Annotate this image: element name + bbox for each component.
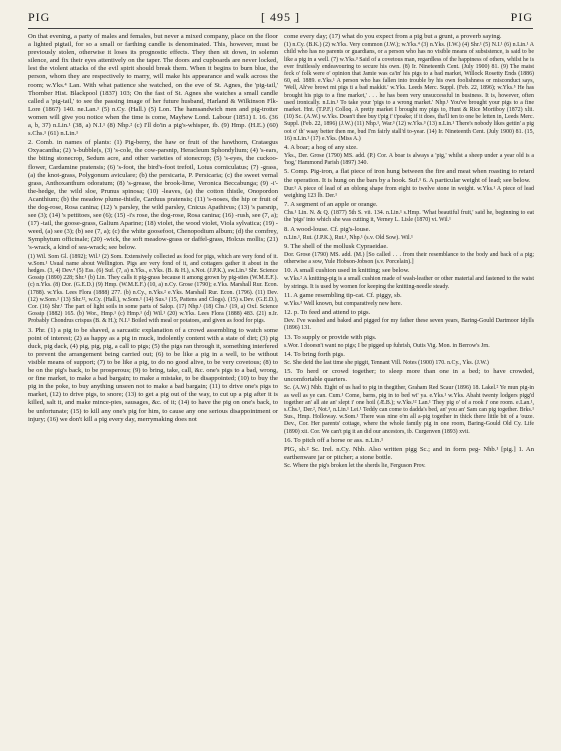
entry-paragraph: On that evening, a party of males and females, but never a mixed company, place on the floor a lighted pigtail, for so a small or farthing candle is denominated. This, however, must be previously stolen, otherwise it loses its prognostic effects. They then sit down, in solemn silence, and fix their eyes attentively on the taper. The doors and cupboards are never locked, lest the violent attacks of the evil spirit should break them. When it begins to burn blue, the person, whom they are respectively to marry, will make his appearance and walk across the room; w.Yks.⁴ Lan. With what patience she watched, on the eve of St. Agnes, the 'pig-tail,' Thornber Hist. Blackpool (1837) 103; On the fast of St. Agnes she watches a small candle called a 'pig-tail,' to see the passing image of her future husband, Harland & Wilkinson Flk-Lore (1867) 140. ne.Lan.¹ (5) n.Cy. (Hall.) (5) Lon. The hamsandwich men and pig-trotter women will give you notice when the time is come, Mayhew Lond. Labour (1851) I. 16. (36 a, b, 37) n.Lin.¹ (38, a) N.I.¹ (8) Nhp.² (c) I'll do'in a pig's-whisper, ib. (9) Hmp. (H.E.) (60) s.Chs.¹ (61) n.Lin.¹ [28,33,278,138]
left-column [28,33,278,745]
citation-paragraph: Dor. Grose (1790) MS. add. (M.) [So called . . . from their resemblance to the body and back of a pig; otherwise a sow, Yule Hobson-Jobson (s.v. Porcelain).] [284,251,534,266]
entry-paragraph: 10. A small cushion used in knitting; see below. [284,267,410,275]
entry-paragraph: 5. Comp. Pig-iron, a flat piece of iron hung between the fire and meat when roasting to retard the operation. It is hung on the bars by a hook. Suf.¹ 6. A particular weight of lead; see below. [284,168,534,184]
citation-paragraph: s.Wor. I dooesn't want no pigs; I be pigged up fuhrish, Outis Vig. Mon. in Berrow's Jrn. [284,342,490,349]
citation-paragraph: Yks., Der. Grose (1790) MS. add. (P.) Cor. A boar is always a 'pig,' whilst a sheep under a year old is a 'hog,' Hammond Parish (1897) 340. [284,153,534,167]
entry-paragraph: 11. A game resembling tip-cat. Cf. piggy, sb. [284,291,402,299]
citation-paragraph: n.Lin.¹, Rut. (J.P.K.), Rut.¹, Nhp.¹ (s.v. Old Sow). Wil.¹ [284,234,413,241]
entry-paragraph: 13. To supply or provide with pigs. [284,333,377,341]
citation-paragraph: (1) n.Cy. (B.K.) (2) w.Yks. Very common (J.W.); w.Yks.⁴ (3) n.Yks. (I.W.) (4) Shr.¹ (5) N.I.¹ (6) n.Lin.¹ A child who has no parents or guardians, or a person who has no visible means of subsistence, is said to be like a pig in a well. (7) w.Yks.³ Said of a covetous man, regardless of the happiness of others, whilst he is ever fruitlessly endeavouring to secure his own. (8) Ir. Nineteenth Cent. (July 1900) 81. (9) The maist feck o' folk were o' opinion that Jamie was ca'in' his pigs to a bad market, Willock Rosetty Ends (1886) 60, ed. 1889. e.Yks.¹ A person who has fallen into trouble by his own foolishness or misconduct says, 'Well, Ah've browt mi pigs ti a bad makkit.' w.Yks. Leeds Merc. Suppl. (Feb. 22, 1896); w.Yks.⁵ He has brought his pigs to a fine market,' . . . he has been very unsuccessful in business. It is, however, often used ironically. n.Lin.¹ To take your 'pigs to a wrong market.' Nhp.¹ You've brought your pigs to a fine market. Hnt. (T.P.F.) Colloq. A pretty market I brought my pigs to, Hunt & Rice Mortiboy (1872) xlii. (10) Sc. (A.W.) w.Yks. Doan't thee buy t'pig i' t'poake; if it does, tha'll ten to one be letten in, Leeds Merc. Suppl. (Feb. 22, 1896) (J.W.) (11) Nhp.¹, War.³ (12) w.Yks.³ (13) n.Lin.¹ There's nobody likes gettin' a pig oot o' th' waay better then me, bud I'm fairly stall'd to-year. (14) Ir. Nineteenth Cent. (July 1900) 81. (15, 16) n.Lin.¹ (17) e.Yks. (Miss A.) [284,42,534,142]
citation-paragraph: Sc. Where the pig's broken let the sherds lie, Ferguson Prov. [284,463,426,470]
entry-paragraph: 15. To herd or crowd together; to sleep more than one in a bed; to have crowded, uncomfortable quarters. [284,368,534,384]
entry-paragraph: 16. To pitch off a horse or ass. n.Lin.¹ [284,436,384,444]
entry-paragraph: 2. Comb. in names of plants: (1) Pig-berry, the haw or fruit of the hawthorn, Crataegus Oxyacantha; (2) 's-bubble(s, (3) 's-cole, the cow-parsnip, Heracleum Sphondylium; (4) 's-ears, the biting stonecrop, Sedum acre, and other varieties of stonecrop; (5) 's-eyes, the cuckoo-flower, Cardamine pratensis; (6) 's-foot, the bird's-foot trefoil, Lotus corniculatus; (7) -grass, (a) the knot-grass, Polygonum aviculare; (b) the persicaria, P. Persicaria; (c) the sweet vernal grass, Anthoxanthum odoratum; (8) 's-grease, the brook-lime, Veronica Beccabunga; (9) -i'-the-hedge, the wild sloe, Prunus spinosa; (10) -leaves, (a) the cotton thistle, Onopordon Acanthium; (b) the meadow plume-thistle, Carduus pratensis; (11) 's-noses, the hip or fruit of the dog-rose, Rosa canina; (12) 's parsley, the wild parsley, Cnicus Apathivus; (13) 's parsnip, see (3); (14) 's pettitoes, see (6); (15) -i's rose, the dog-rose, Rosa canina; (16) -rush, see (7, a); (17) -tail, the goose-grass, Galium Aparine; (18) violet, the wood violet, Viola sylvatica; (19) -weed, (a) see (3); (b) see (7, a); (c) the white goosefoot, Chenopodium album; (d) the comfrey, Symphytum officinale; (20) -wick, the soft meadow-grass or daffel-grass, Holcus mollis; (21) 's-wrack, a kind of sea-wrack; see below. [28,139,278,252]
header-right-word: PIG [510,10,533,24]
entry-paragraph: 3. Phr. (1) a pig to be shaved, a sarcastic explanation of a crowd assembling to watch some point of interest; (2) as happy as a pig in muck, indolently content with a state of dirt; (3) pig duck, pig dack, (4) pig, pig, pig, a call to pigs; (5) the pigs ran through it, something interfered to prevent the arrangement being carried out; (6) to be like a pig in a well, to be without visible means of support; (7) to be like a pig, to do no good alive, to be very covetous; (8) to be on the pig's back, to be prosperous; (9) to bring, take, call, &c. one's pigs to a bad, wrong, or fine market, to make a bad bargain; to make a mistake, to be disappointed; (10) to buy the pig in the poke, to buy anything unseen not to make a bad bargain; (11) to drive one's pigs to market, (12) to drive pigs, to snore; (13) to get a pig out of the way, to cut up a pig after it is killed, salt it, and make mince-pies, sausages, &c. of it; (14) to have the pig on one's back, to be unfortunate; (15) to kill any one's pig for him, to cause any one serious disappointment or injury; (16) we don't kill a pig every day, merrymaking does not [28,326,278,423]
citation-paragraph: Dur.¹ A piece of lead of an oblong shape from eight to twelve stone in weight. w.Yks.¹ A piece of lead weighing 123 lb. Der.¹ [284,185,534,199]
entry-paragraph: 14. To bring forth pigs. [284,350,345,358]
entry-paragraph: 4. A boar; a hog of any size. [284,143,358,151]
citation-paragraph: Sc. (A.W.) Nhb. Eight of us had to pig in thegither, Graham Red Scaur (1896) 18. Lakel.² Ye mun pig-in as well as ye can. Cum.¹ Come, barns, pig in to bed wi' ya. e.Yks.¹ w.Yks. Abaht twenty lodgers pigg'd together an' all ate an' slept i' one hoil (Æ.B.); w.Yks.¹² Lan.¹ They pig o' of a rook i' one room. e.Lan.¹, s.Chs.¹, Der.², Not.³, n.Lin.¹ Lei.¹ Teddy can come to dadda's bed, an' you an' Sam can pig together. Brks.¹ Sus., Hmp. Holloway. w.Som.¹ There was nine o'm all a-pig together in thick there little bit of a 'ouze. Dev., Cor. Her parents' cottage, where the whole family pig in one room, Baring-Gould Old Cy. Life (1890) xii. Cor. We can't pig it an did our ancestors, ib. Curgenven (1893) xvii. [284,385,534,435]
header-left-word: PIG [28,10,51,24]
citation-paragraph: w.Yks.³ Well known, but comparatively new here. [284,300,402,307]
running-header [28,8,533,29]
citation-paragraph: Sc. She deid the last time she piggit, Tennant Vill. Notes (1900) 170. n.Cy., Yks. (J.W.) [284,360,489,367]
entry-paragraph: 9. The shell of the mollusk Cypraeidae. [284,242,388,250]
citation-paragraph: Chs.¹ Lin. N. & Q. (1877) 5th S. vii. 134. n.Lin.¹ s.Hmp. 'What beautiful fruit,' said he, beginning to eat the 'pigs' into which she was cutting it, Verney L. Lisle (1870) vi. Wil.¹ [284,210,534,224]
entry-paragraph: 7. A segment of an apple or orange. [284,201,378,209]
page-number: [ 495 ] [261,10,300,24]
citation-paragraph: w.Yks.² A knitting-pig is a small cushion made of wash-leather or other material and fastened to the waist by strings. It is used by women for keeping the knitting-needle steady. [284,276,534,290]
citation-paragraph: Dev. I've washed and baked and pigged for my father these seven years, Baring-Gould Dartmoor Idylls (1896) 131. [284,318,534,332]
entry-paragraph: come every day; (17) what do you expect from a pig but a grunt, a proverb saying. [284,33,502,40]
entry-paragraph: 12. p. To feed and attend to pigs. [284,309,371,317]
entry-paragraph: 8. A wood-louse. Cf. pig's-louse. [284,225,371,233]
citation-paragraph: (1) Wil. Som Gl. (1892); Wil.¹ (2) Som. Extensively collected as food for pigs, which are very fond of it. w.Som.¹ Usual name about Wellington. Pigs are very fond of it, and cottagers gather it about in the hedges. (3, 4) Dev.⁴ (5) Ess. (6) Suf. (7, a) n.Yks., e.Yks. (B. & H.), s.Not. (J.P.K.), sw.Lin.¹ Shr. Science Gossip (1890) 228; Shr.¹ (b) Lin. They calls it pig-grass because it among grown by pig-sties (W.M.E.F.). (c) n.Yks. (8) Dor. (G.E.D.) (9) Hmp. (W.M.E.F.) (10, a) n.Cy. Grose (1790); e.Yks. Marshall Rur. Econ. (1788). w.Yks. Lees Flora (1888) 277. (b) n.Cy., n.Yks.² e.Yks. Marshall Rur. Econ. (1796). (11) Dev. (12) w.Som.¹ (13) Shr.¹², w.Cy. (Hall.), w.Som.¹ (14) Sus.¹ (15, Pattens and Clogs). (15) s.Dev. (G.E.D.), Cor. (16) Shr.¹ The part of light soils in some parts of Salop. (17) Nhp.¹ (18) Chs.¹ (19, a) Oxf. Science Gossip (1882) 165. (b) Wor., Hmp.¹ (c) Hmp.¹ (d) Wil.¹ (20) w.Yks. Lees Flora (1888) 483. (21) n.Ir. Probably Chondrus crispus (B. & H.); N.I.¹ Boiled with meal or potatoes, and given as food for pigs. [28,253,278,325]
entry-paragraph: PIG, sb.² Sc. Irel. n.Cy. Nhb. Also written pigg Sc.; and in form peg- Nhb.¹ [pig.] 1. An earthenware jar or pitcher; a stone bottle. [284,445,534,462]
right-column [284,33,534,745]
